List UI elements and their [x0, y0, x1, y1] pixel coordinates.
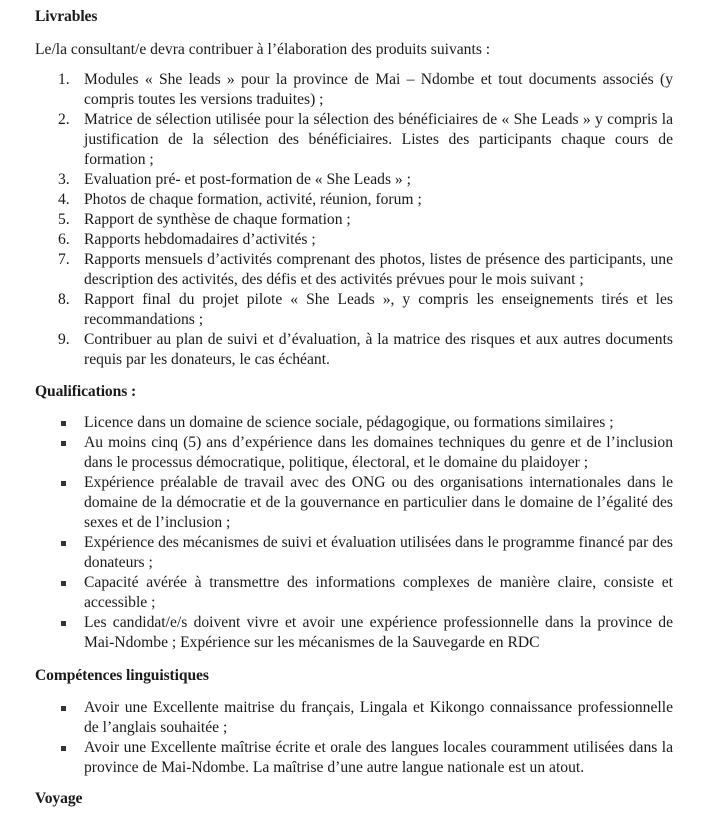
square-bullet-icon [61, 621, 66, 626]
qualifications-list [0, 413, 711, 653]
square-bullet-icon [61, 421, 66, 426]
item-number: 4. [58, 191, 70, 208]
square-bullet-icon [61, 746, 66, 751]
item-number: 7. [58, 251, 70, 268]
item-text: Rapport de synthèse de chaque formation ; [84, 211, 351, 228]
item-text: Evaluation pré- et post-formation de « She Leads » ; [84, 171, 411, 188]
item-text: Expérience préalable de travail avec des ONG ou des organisations internationales dans le domaine de la démocratie et de la gouvernance en particulier dans le domaine de l’égalité des sexes et de l’inclusion ; [84, 474, 673, 531]
square-bullet-icon [61, 581, 66, 586]
section-heading-livrables: Livrables [35, 8, 98, 25]
list-item [0, 170, 673, 190]
item-text: Rapports hebdomadaires d’activités ; [84, 231, 316, 248]
item-text: Avoir une Excellente maîtrise écrite et orale des langues locales couramment utilisées dans la province de Mai-Ndombe. La maîtrise d’une autre langue nationale est un atout. [84, 739, 673, 776]
list-item [0, 413, 673, 433]
item-text: Expérience des mécanismes de suivi et évaluation utilisées dans le programme financé par des donateurs ; [84, 534, 673, 571]
list-item [0, 70, 673, 110]
list-item [0, 250, 673, 290]
item-text: Matrice de sélection utilisée pour la sélection des bénéficiaires de « She Leads » y compris la justification de la sélection des bénéficiaires. Listes des participants chaque cours de formation ; [84, 111, 673, 168]
section-heading-voyage: Voyage [35, 790, 83, 807]
item-number: 3. [58, 171, 70, 188]
list-item [0, 210, 673, 230]
list-item [0, 290, 673, 330]
section-heading-qualifications: Qualifications : [35, 383, 137, 400]
list-item [0, 330, 673, 370]
list-item [0, 230, 673, 250]
item-text: Photos de chaque formation, activité, réunion, forum ; [84, 191, 422, 208]
square-bullet-icon [61, 706, 66, 711]
list-item [0, 473, 673, 533]
section-heading-competences: Compétences linguistiques [35, 667, 209, 684]
list-item [0, 190, 673, 210]
item-number: 1. [58, 71, 70, 88]
item-text: Licence dans un domaine de science sociale, pédagogique, ou formations similaires ; [84, 414, 614, 431]
item-text: Avoir une Excellente maitrise du français, Lingala et Kikongo connaissance professionnelle de l’anglais souhaitée ; [84, 699, 673, 736]
square-bullet-icon [61, 541, 66, 546]
list-item [0, 573, 673, 613]
livrables-intro: Le/la consultant/e devra contribuer à l’élaboration des produits suivants : [35, 41, 491, 58]
item-number: 6. [58, 231, 70, 248]
item-text: Capacité avérée à transmettre des informations complexes de manière claire, consiste et accessible ; [84, 574, 673, 611]
competences-list [0, 698, 711, 778]
list-item [0, 110, 673, 170]
square-bullet-icon [61, 481, 66, 486]
item-text: Les candidat/e/s doivent vivre et avoir une expérience professionnelle dans la province de Mai-Ndombe ; Expérience sur les mécanismes de la Sauvegarde en RDC [84, 614, 673, 651]
item-text: Rapport final du projet pilote « She Leads », y compris les enseignements tirés et les recommandations ; [84, 291, 673, 328]
square-bullet-icon [61, 441, 66, 446]
list-item [0, 613, 673, 653]
item-number: 8. [58, 291, 70, 308]
item-number: 5. [58, 211, 70, 228]
item-text: Rapports mensuels d’activités comprenant des photos, listes de présence des participants, une description des activités, des défis et des activités prévues pour le mois suivant ; [84, 251, 673, 288]
item-number: 9. [58, 331, 70, 348]
list-item [0, 533, 673, 573]
item-text: Contribuer au plan de suivi et d’évaluation, à la matrice des risques et aux autres documents requis par les donateurs, le cas échéant. [84, 331, 673, 368]
item-text: Modules « She leads » pour la province de Mai – Ndombe et tout documents associés (y compris toutes les versions traduites) ; [84, 71, 673, 108]
item-number: 2. [58, 111, 70, 128]
item-text: Au moins cinq (5) ans d’expérience dans les domaines techniques du genre et de l’inclusion dans le processus démocratique, politique, électoral, et le domaine du plaidoyer ; [84, 434, 673, 471]
list-item [0, 698, 673, 738]
list-item [0, 738, 673, 778]
livrables-list [0, 70, 711, 370]
list-item [0, 433, 673, 473]
